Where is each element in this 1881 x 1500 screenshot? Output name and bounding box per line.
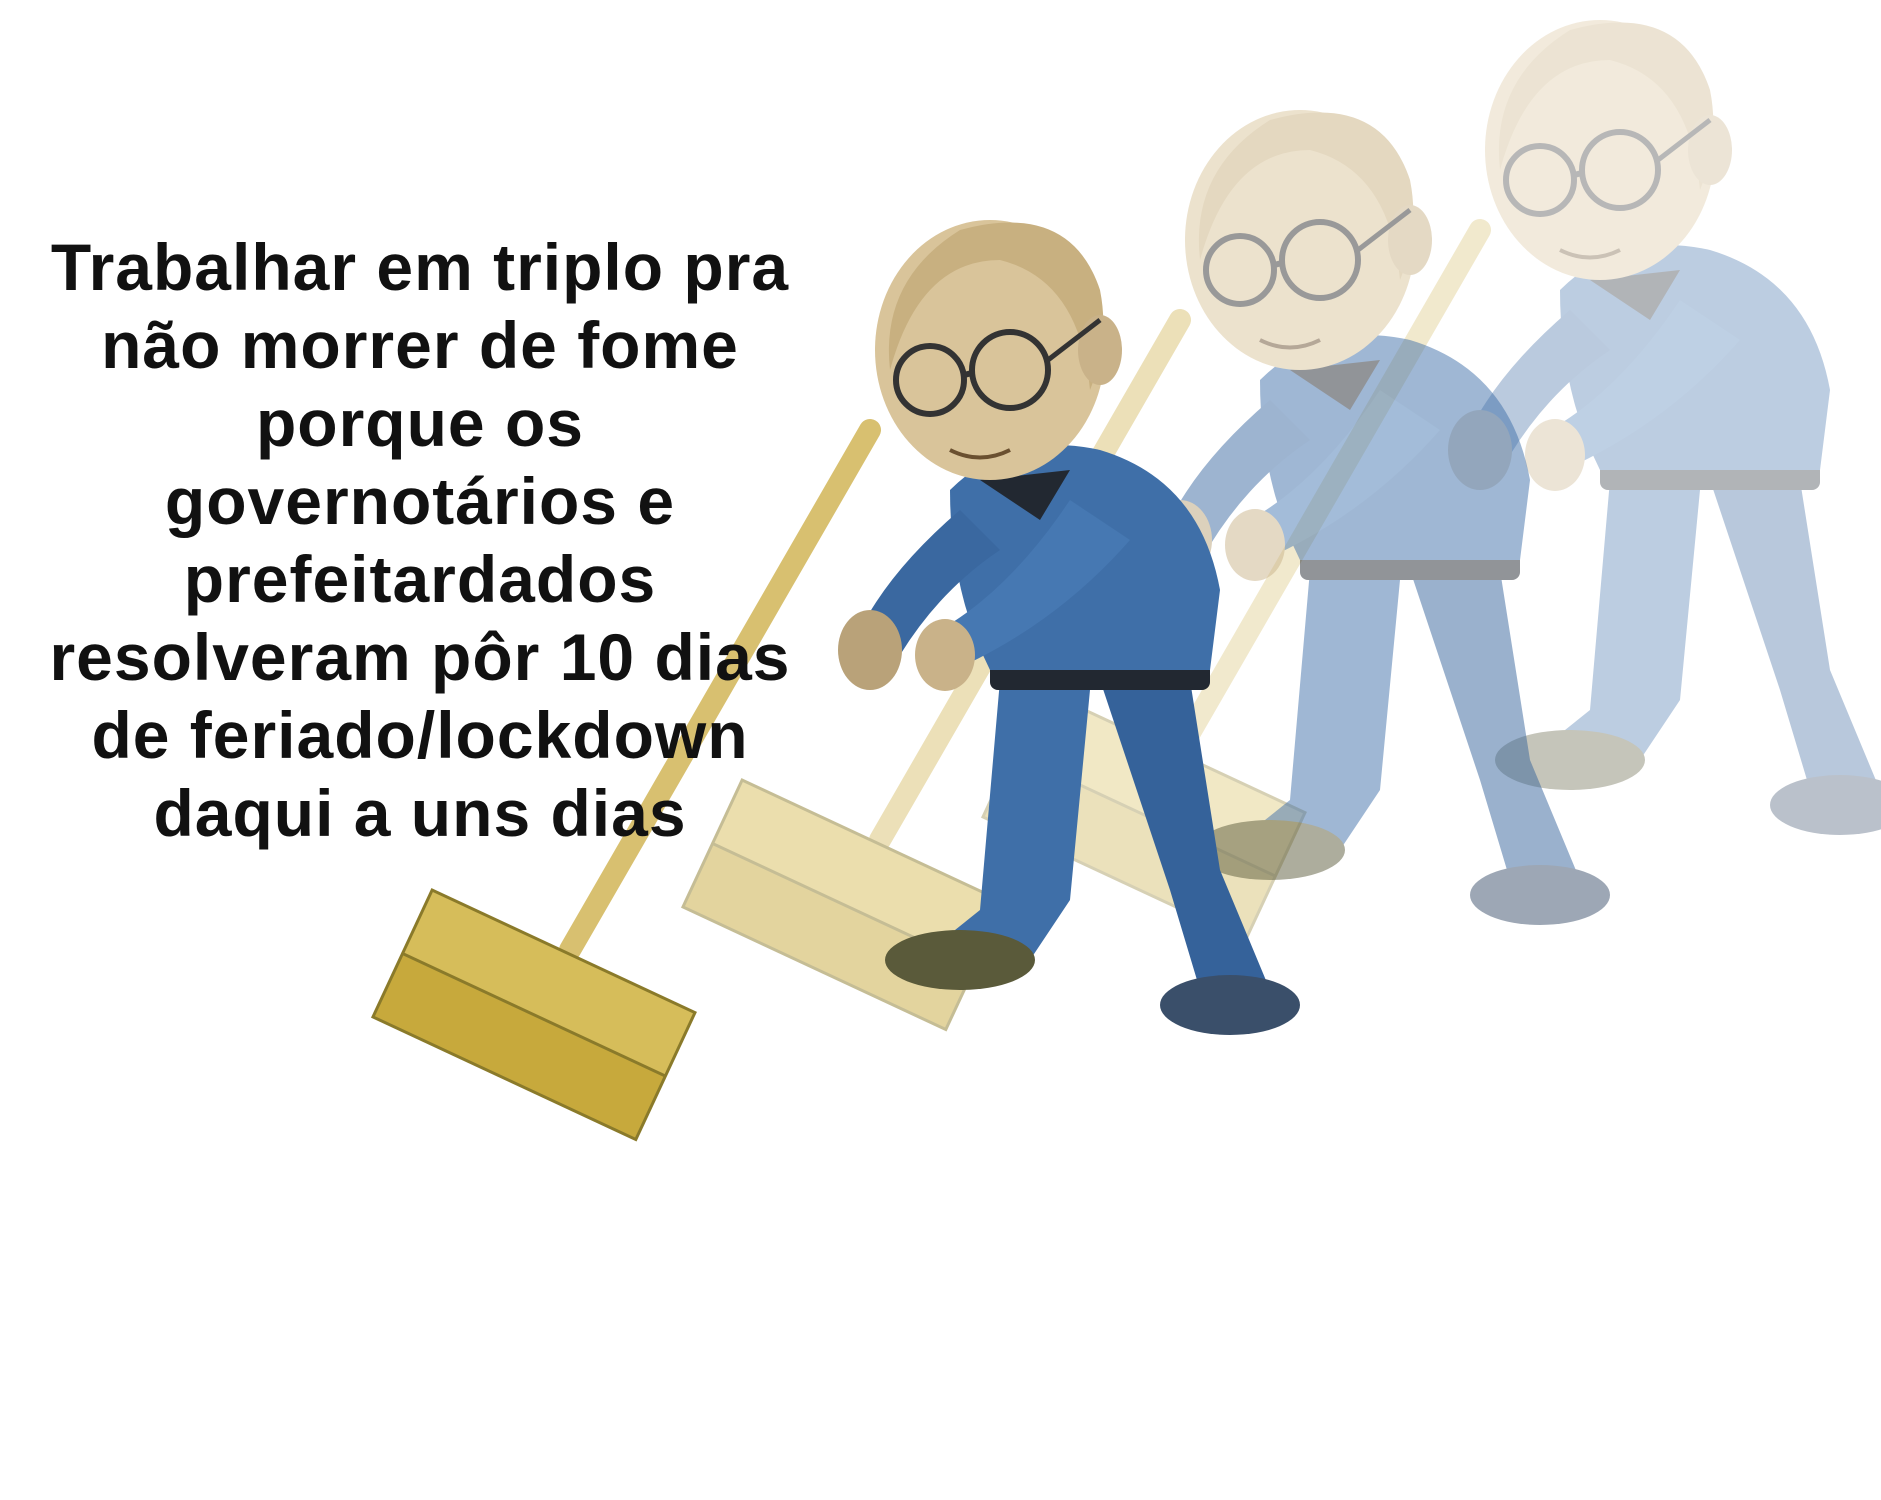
caption-line: daqui a uns dias: [153, 776, 687, 850]
caption-line: resolveram pôr 10 dias: [49, 620, 791, 694]
caption-line: prefeitardados: [183, 542, 657, 616]
caption-line: Trabalhar em triplo pra: [50, 230, 790, 304]
caption-line: de feriado/lockdown: [91, 698, 749, 772]
caption-line: governotários e: [164, 464, 676, 538]
caption-line: não morrer de fome: [101, 308, 739, 382]
caption-text: [20, 228, 820, 852]
caption-line: porque os: [255, 386, 584, 460]
